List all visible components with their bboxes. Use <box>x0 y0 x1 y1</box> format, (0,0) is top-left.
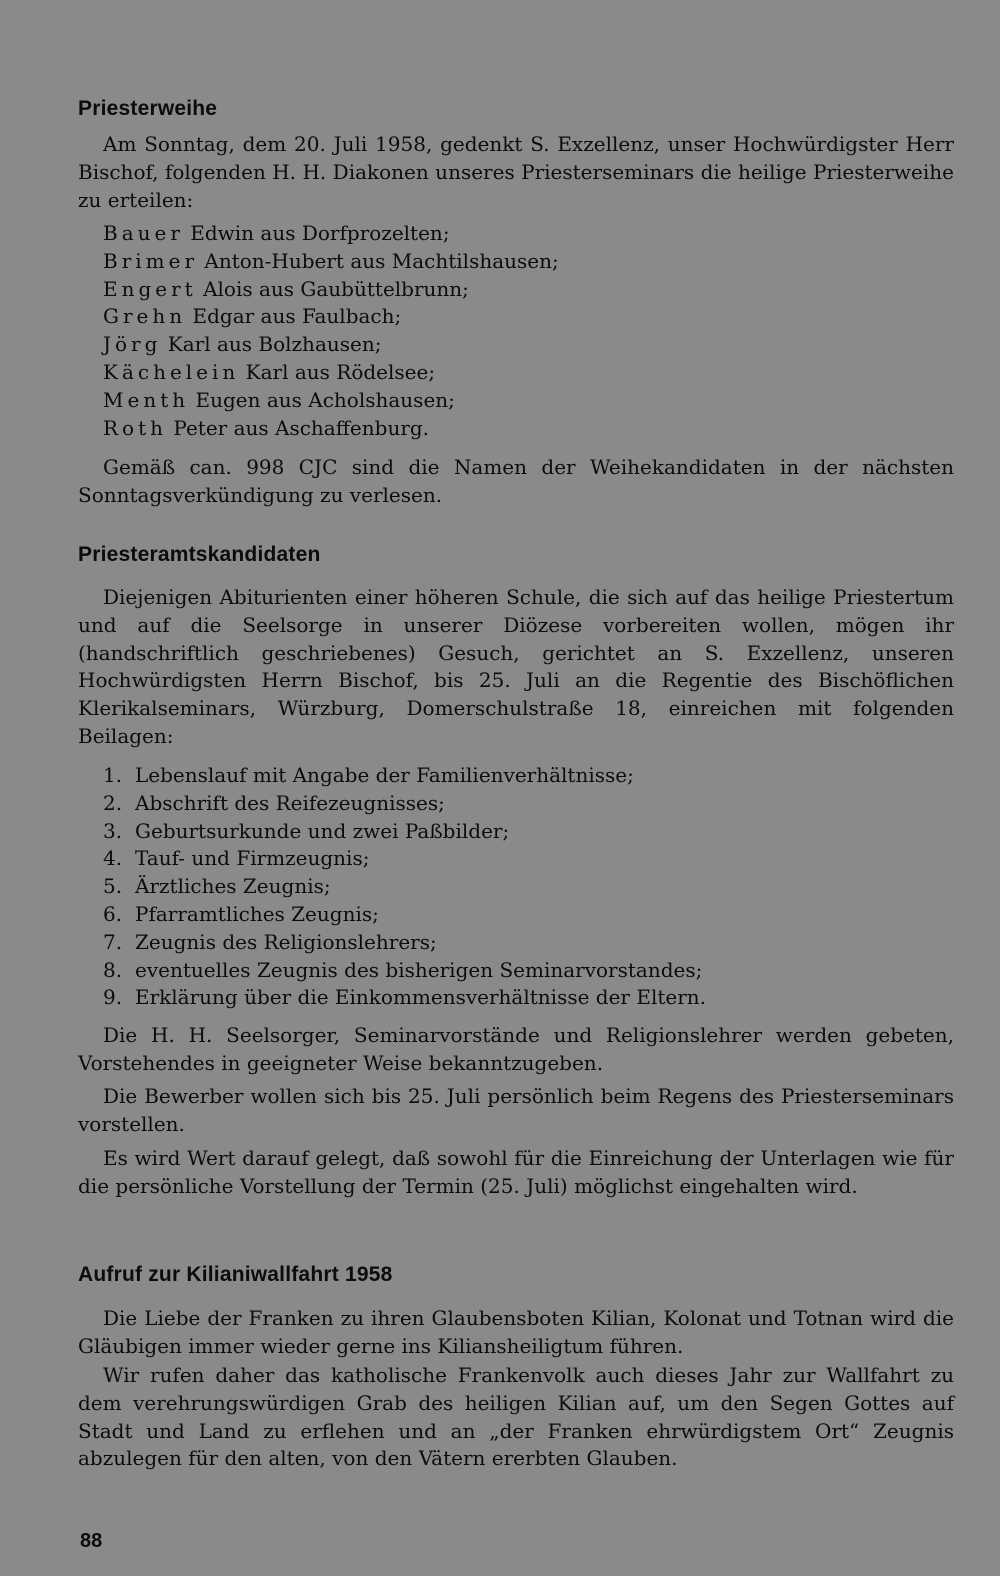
priesterweihe-intro: Am Sonntag, dem 20. Juli 1958, gedenkt S. Exzellenz, unser Hochwürdigster Herr Bischof, folgenden H. H. Diakonen unseres Priesterseminars die heilige Priesterweihe zu erteilen: <box>78 132 954 212</box>
candidate-surname: Kächelein <box>103 359 240 384</box>
candidate-item <box>103 331 559 359</box>
list-item <box>103 762 706 790</box>
list-item <box>103 984 706 1012</box>
kiliani-para-1: Die Liebe der Franken zu ihren Glaubensboten Kilian, Kolonat und Totnan wird die Gläubigen immer wieder gerne ins Kiliansheiligtum führen. <box>78 1306 954 1358</box>
list-number: 1. <box>103 763 123 787</box>
kandidaten-para-2: Die Bewerber wollen sich bis 25. Juli persönlich beim Regens des Priesterseminars vorstellen. <box>78 1084 954 1136</box>
heading-priesterweihe: Priesterweihe <box>78 97 218 120</box>
list-number: 3. <box>103 818 123 843</box>
candidate-list <box>103 220 559 442</box>
list-number: 4. <box>103 846 123 871</box>
list-text: Tauf- und Firmzeugnis; <box>135 846 370 871</box>
beilagen-list <box>103 762 706 1012</box>
list-text: Ärztliches Zeugnis; <box>135 874 331 899</box>
list-text: Lebenslauf mit Angabe der Familienverhältnisse; <box>135 763 634 787</box>
candidate-detail: Eugen aus Acholshausen; <box>189 387 455 412</box>
priesterweihe-note: Gemäß can. 998 CJC sind die Namen der Weihekandidaten in der nächsten Sonntagsverkündigung zu verlesen. <box>78 455 954 507</box>
list-number: 5. <box>103 874 123 899</box>
kiliani-para-2: Wir rufen daher das katholische Frankenvolk auch dieses Jahr zur Wallfahrt zu dem verehrungswürdigen Grab des heiligen Kilian auf, um den Segen Gottes auf Stadt und Land zu erflehen und an „der Franken ehrwürdigstem Ort“ Zeugnis abzulegen für den alten, von den Vätern ererbten Glauben. <box>78 1363 954 1471</box>
list-text: Zeugnis des Religionslehrers; <box>135 929 437 954</box>
list-text: Geburtsurkunde und zwei Paßbilder; <box>135 818 510 843</box>
candidate-detail: Karl aus Bolzhausen; <box>161 332 382 357</box>
candidate-item <box>103 276 559 304</box>
list-number: 6. <box>103 901 123 926</box>
list-text: eventuelles Zeugnis des bisherigen Seminarvorstandes; <box>135 957 703 982</box>
kandidaten-para-1: Die H. H. Seelsorger, Seminarvorstände und Religionslehrer werden gebeten, Vorstehendes in geeigneter Weise bekanntzugeben. <box>78 1023 954 1075</box>
candidate-item <box>103 248 559 276</box>
candidate-item <box>103 415 559 443</box>
list-number: 9. <box>103 985 123 1010</box>
candidate-item <box>103 359 559 387</box>
list-number: 2. <box>103 790 123 815</box>
candidate-detail: Karl aus Rödelsee; <box>239 359 436 384</box>
candidate-surname: Roth <box>103 415 168 440</box>
candidate-surname: Menth <box>103 387 190 412</box>
list-text: Abschrift des Reifezeugnisses; <box>135 790 445 815</box>
list-number: 7. <box>103 929 123 954</box>
page-number: 88 <box>80 1530 103 1552</box>
kandidaten-intro: Diejenigen Abiturienten einer höheren Schule, die sich auf das heilige Priestertum und auf die Seelsorge in unserer Diözese vorbereiten wollen, mögen ihr (handschriftlich geschriebenes) Gesuch, gerichtet an S. Exzellenz, unseren Hochwürdigsten Herrn Bischof, bis 25. Juli an die Regentie des Bischöflichen Klerikalseminars, Würzburg, Domerschulstraße 18, einreichen mit folgenden Beilagen: <box>78 585 954 748</box>
heading-kiliani: Aufruf zur Kilianiwallfahrt 1958 <box>78 1263 393 1286</box>
heading-priesteramtskandidaten: Priesteramtskandidaten <box>78 543 321 566</box>
candidate-surname: Jörg <box>103 332 162 357</box>
list-item <box>103 818 706 846</box>
list-item <box>103 873 706 901</box>
candidate-item <box>103 220 559 248</box>
list-item <box>103 790 706 818</box>
candidate-detail: Peter aus Aschaffenburg. <box>167 415 430 440</box>
list-item <box>103 929 706 957</box>
candidate-item <box>103 387 559 415</box>
list-item <box>103 901 706 929</box>
kandidaten-para-3: Es wird Wert darauf gelegt, daß sowohl für die Einreichung der Unterlagen wie für die persönliche Vorstellung der Termin (25. Juli) möglichst eingehalten wird. <box>78 1146 954 1198</box>
candidate-item <box>103 303 559 331</box>
candidate-detail: Alois aus Gaubüttelbrunn; <box>196 276 469 301</box>
candidate-detail: Edwin aus Dorfprozelten; <box>183 221 450 245</box>
candidate-detail: Anton-Hubert aus Machtilshausen; <box>198 248 559 273</box>
list-item <box>103 845 706 873</box>
list-number: 8. <box>103 957 123 982</box>
candidate-detail: Edgar aus Faulbach; <box>186 304 402 329</box>
candidate-surname: Brimer <box>103 248 199 273</box>
candidate-surname: Grehn <box>103 304 187 329</box>
list-text: Pfarramtliches Zeugnis; <box>135 901 379 926</box>
candidate-surname: Engert <box>103 276 197 301</box>
list-item <box>103 957 706 985</box>
list-text: Erklärung über die Einkommensverhältnisse der Eltern. <box>135 985 707 1010</box>
candidate-surname: Bauer <box>103 221 184 245</box>
